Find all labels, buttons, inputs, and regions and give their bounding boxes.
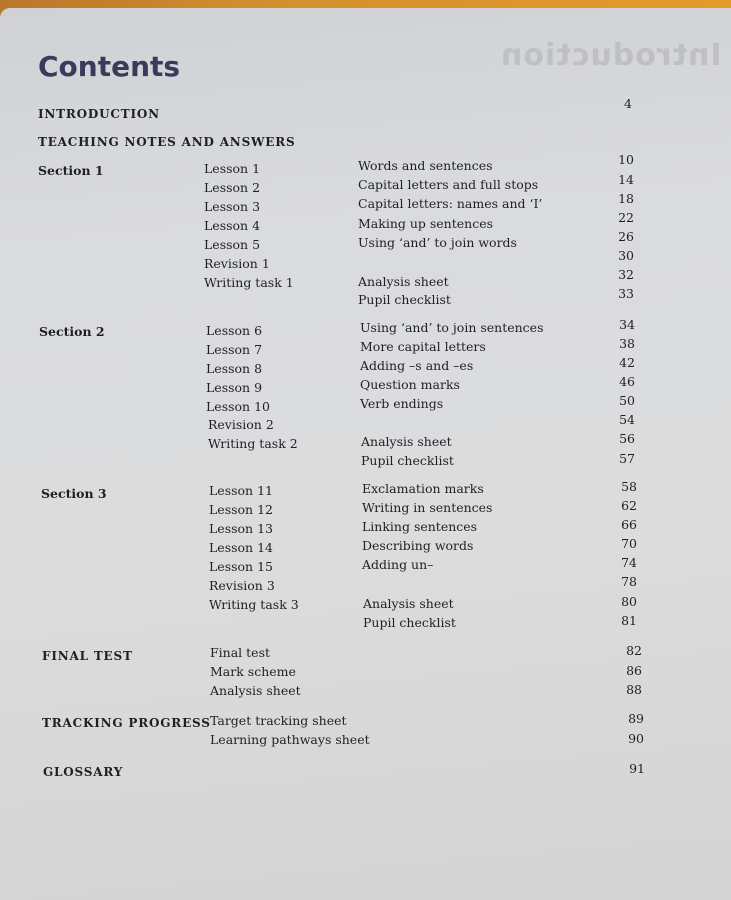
show-through-text: Introduction (500, 38, 722, 73)
toc-page: 33 (618, 286, 634, 301)
section-1-label: Section 1 (38, 163, 104, 178)
toc-page: 57 (619, 451, 635, 466)
toc-title: Final test (210, 645, 271, 660)
toc-title: Making up sentences (358, 216, 494, 231)
toc-lesson: Lesson 5 (204, 237, 261, 252)
toc-lesson: Lesson 4 (204, 218, 261, 233)
toc-page: 32 (618, 267, 634, 282)
toc-title: Words and sentences (358, 158, 493, 173)
intro-label: INTRODUCTION (38, 107, 160, 121)
toc-page: 26 (618, 229, 634, 244)
toc-lesson: Lesson 13 (209, 521, 273, 536)
toc-title: Analysis sheet (210, 683, 301, 698)
final-test-heading: FINAL TEST (42, 649, 133, 663)
toc-lesson: Lesson 12 (209, 502, 273, 517)
toc-page: 66 (621, 517, 637, 532)
toc-title: Capital letters: names and ‘I’ (358, 196, 543, 211)
glossary-heading: GLOSSARY (43, 765, 124, 779)
toc-title: Question marks (360, 377, 460, 392)
toc-lesson: Lesson 1 (204, 161, 261, 176)
toc-page: 80 (621, 594, 637, 609)
toc-title: Writing in sentences (362, 500, 493, 515)
toc-title: Exclamation marks (362, 481, 484, 496)
toc-lesson: Writing task 1 (204, 275, 294, 290)
toc-page: 38 (619, 336, 635, 351)
toc-page: 10 (618, 152, 634, 167)
toc-lesson: Writing task 3 (209, 597, 299, 612)
toc-page: 86 (626, 663, 642, 678)
page-title: Contents (38, 50, 181, 83)
toc-title: Linking sentences (362, 519, 478, 534)
toc-title: Analysis sheet (358, 274, 449, 289)
toc-lesson: Lesson 7 (206, 342, 263, 357)
toc-page: 50 (619, 393, 635, 408)
section-2-label: Section 2 (39, 324, 105, 339)
toc-page: 18 (618, 191, 634, 206)
toc-title: Describing words (362, 538, 474, 553)
toc-title: Capital letters and full stops (358, 177, 539, 192)
toc-title: Pupil checklist (358, 292, 451, 307)
toc-page: 30 (618, 248, 634, 263)
toc-page: 14 (618, 172, 634, 187)
toc-page: 89 (628, 711, 644, 726)
toc-page: 70 (621, 536, 637, 551)
toc-title: Adding un– (362, 557, 434, 572)
toc-page: 56 (619, 431, 635, 446)
teaching-notes-heading: TEACHING NOTES AND ANSWERS (38, 135, 296, 149)
toc-title: Mark scheme (210, 664, 296, 679)
toc-lesson: Lesson 10 (206, 399, 270, 414)
toc-page: 78 (621, 574, 637, 589)
toc-lesson: Revision 3 (209, 578, 275, 593)
toc-title: Using ‘and’ to join sentences (360, 320, 544, 335)
toc-title: Verb endings (360, 396, 444, 411)
toc-page: 91 (629, 761, 645, 776)
toc-lesson: Lesson 15 (209, 559, 273, 574)
toc-title: Adding –s and –es (360, 358, 474, 373)
toc-page: 42 (619, 355, 635, 370)
toc-lesson: Lesson 11 (209, 483, 273, 498)
section-3-label: Section 3 (41, 486, 107, 501)
toc-page: 22 (618, 210, 634, 225)
toc-lesson: Lesson 14 (209, 540, 273, 555)
toc-page: 46 (619, 374, 635, 389)
toc-title: Pupil checklist (363, 615, 456, 630)
toc-title: Analysis sheet (361, 434, 452, 449)
toc-lesson: Lesson 9 (206, 380, 263, 395)
toc-lesson: Revision 2 (208, 417, 274, 432)
toc-page: 62 (621, 498, 637, 513)
tracking-progress-heading: TRACKING PROGRESS (42, 716, 211, 730)
toc-page: 34 (619, 317, 635, 332)
toc-page: 90 (628, 731, 644, 746)
toc-lesson: Revision 1 (204, 256, 270, 271)
toc-title: Pupil checklist (361, 453, 454, 468)
toc-lesson: Lesson 2 (204, 180, 261, 195)
toc-lesson: Lesson 3 (204, 199, 261, 214)
toc-lesson: Writing task 2 (208, 436, 298, 451)
toc-lesson: Lesson 8 (206, 361, 263, 376)
toc-title: Learning pathways sheet (210, 732, 370, 747)
toc-title: More capital letters (360, 339, 486, 354)
intro-page: 4 (624, 96, 632, 111)
toc-lesson: Lesson 6 (206, 323, 263, 338)
toc-title: Analysis sheet (363, 596, 454, 611)
toc-page: 58 (621, 479, 637, 494)
toc-title: Using ‘and’ to join words (358, 235, 517, 250)
toc-page: 81 (621, 613, 637, 628)
toc-page: 74 (621, 555, 637, 570)
toc-page: 54 (619, 412, 635, 427)
toc-page: 82 (626, 643, 642, 658)
toc-title: Target tracking sheet (210, 713, 347, 728)
toc-page: 88 (626, 682, 642, 697)
